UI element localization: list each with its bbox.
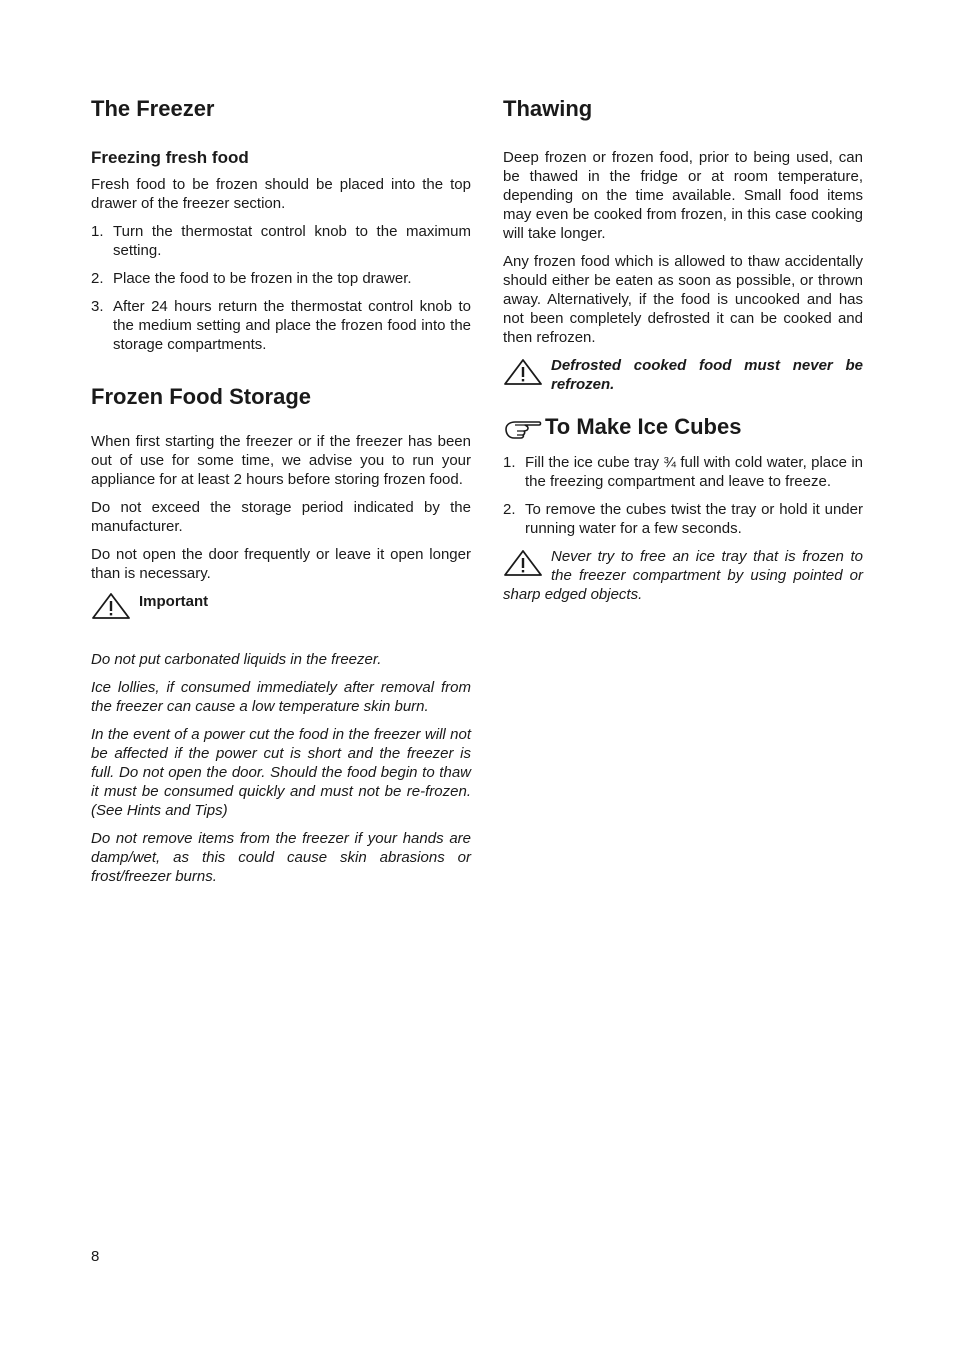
important-para: Do not put carbonated liquids in the freezer. [91, 651, 382, 669]
storage-para: Do not open the door frequently or leave it open longer than is necessary. [91, 546, 471, 583]
thawing-title: Thawing [503, 96, 593, 121]
thawing-para: Deep frozen or frozen food, prior to being used, can be thawed in the fridge or at room temperature, depending on the time available. Small food items may even be cooked from frozen, in this case cooking will take longer. [503, 149, 863, 243]
storage-para: Do not exceed the storage period indicated by the manufacturer. [91, 499, 471, 536]
list-item: 2. To remove the cubes twist the tray or hold it under running water for a few seconds. [503, 500, 863, 537]
freezer-title: The Freezer [91, 96, 215, 121]
ice-title: To Make Ice Cubes [545, 414, 742, 440]
ice-heading [503, 414, 863, 440]
list-item: 1. Turn the thermostat control knob to the maximum setting. [91, 222, 471, 259]
important-para: Do not remove items from the freezer if your hands are damp/wet, as this could cause skin abrasions or frost/freezer burns. [91, 830, 471, 886]
important-notice [91, 592, 471, 620]
storage-para: When first starting the freezer or if the freezer has been out of use for some time, we advise you to run your appliance for at least 2 hours before storing frozen food. [91, 433, 471, 489]
thawing-para: Any frozen food which is allowed to thaw accidentally should either be eaten as soon as possible, or thrown away. Alternatively, if the food is uncooked and has not been completely defrosted it can be cooked and then refrozen. [503, 253, 863, 347]
storage-title: Frozen Food Storage [91, 383, 311, 409]
ice-warning-text: Never try to free an ice tray that is frozen to the freezer compartment by using pointed or sharp edged objects. [503, 547, 863, 603]
important-para: Ice lollies, if consumed immediately after removal from the freezer can cause a low temperature skin burn. [91, 679, 471, 716]
warning-icon [503, 549, 543, 577]
freezing-intro: Fresh food to be frozen should be placed into the top drawer of the freezer section. [91, 175, 471, 212]
left-column [91, 96, 471, 895]
important-label: Important [139, 593, 209, 611]
thawing-warning [503, 356, 863, 394]
freezing-subtitle: Freezing fresh food [91, 148, 249, 168]
thawing-warning-text: Defrosted cooked food must never be refrozen. [551, 357, 863, 394]
warning-icon [91, 592, 131, 620]
ice-steps-list [503, 453, 863, 538]
list-item: 3. After 24 hours return the thermostat control knob to the medium setting and place the frozen food into the storage compartments. [91, 297, 471, 353]
right-column [503, 96, 863, 613]
warning-icon [503, 358, 543, 386]
page-number: 8 [91, 1248, 100, 1265]
ice-warning [503, 547, 863, 604]
list-item: 1. Fill the ice cube tray ¾ full with cold water, place in the freezing compartment and leave to freeze. [503, 453, 863, 490]
important-para: In the event of a power cut the food in the freezer will not be affected if the power cut is short and the freezer is full. Do not open the door. Should the food begin to thaw it must be consumed quickly and must not be re-frozen. (See Hints and Tips) [91, 726, 471, 820]
freezing-steps-list [91, 222, 471, 354]
pointing-hand-icon [503, 416, 543, 440]
list-item: 2. Place the food to be frozen in the top drawer. [91, 269, 412, 287]
